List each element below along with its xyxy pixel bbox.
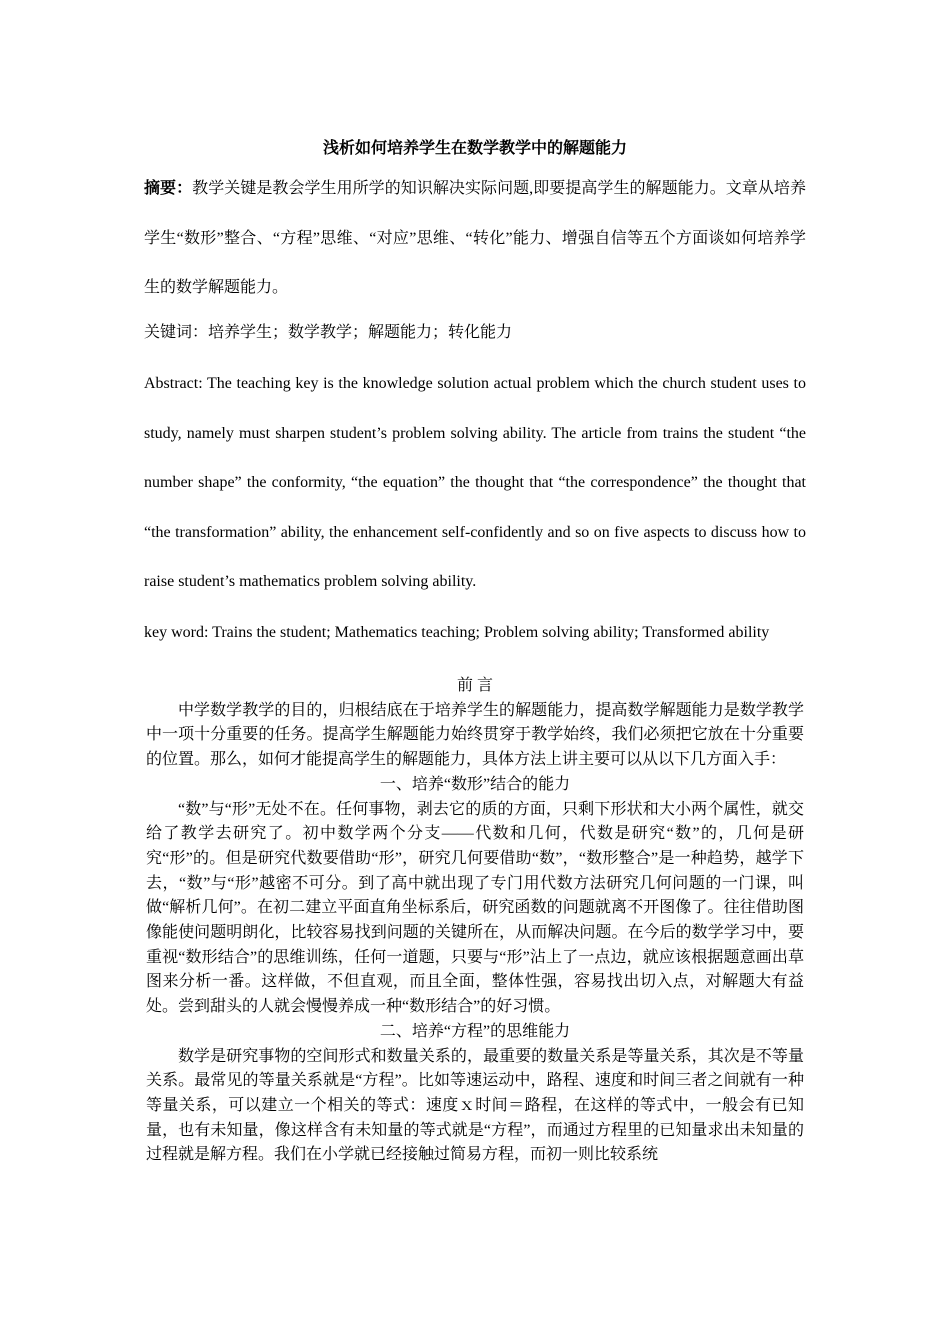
abstract-cn <box>144 164 806 313</box>
preface-paragraph: 中学数学教学的目的，归根结底在于培养学生的解题能力，提高数学解题能力是数学教学中一项十分重要的任务。提高学生解题能力始终贯穿于教学始终，我们必须把它放在十分重要的位置。那么，如何才能提高学生的解题能力，具体方法上讲主要可以从以下几方面入手： <box>146 701 804 769</box>
section1-paragraph: “数”与“形”无处不在。任何事物，剥去它的质的方面，只剩下形状和大小两个属性，就交给了教学去研究了。初中数学两个分支——代数和几何，代数是研究“数”的，几何是研究“形”的。但是研究代数要借助“形”，研究几何要借助“数”，“数形整合”是一种趋势，越学下去，“数”与“形”越密不可分。到了高中就出现了专门用代数方法研究几何问题的一门课，叫做“解析几何”。在初二建立平面直角坐标系后，研究函数的问题就离不开图像了。往往借助图像能使问题明朗化，比较容易找到问题的关键所在，从而解决问题。在今后的数学学习中，要重视“数形结合”的思维训练，任何一道题，只要与“形”沾上了一点边，就应该根据题意画出草图来分析一番。这样做，不但直观，而且全面，整体性强，容易找出切入点，对解题大有益处。尝到甜头的人就会慢慢养成一种“数形结合”的好习惯。 <box>146 800 804 1016</box>
abstract-en: Abstract: The teaching key is the knowledge solution actual problem which the church student uses to study, namely must sharpen student’s problem solving ability. The article from trains the student “the number shape” the conformity, “the equation” the thought that “the correspondence” the thought that “the transformation” ability, the enhancement self-confidently and so on five aspects to discuss how to raise student’s mathematics problem solving ability. <box>144 375 806 590</box>
preface-heading: 前 言 <box>456 677 493 694</box>
document-title: 浅析如何培养学生在数学教学中的解题能力 <box>322 138 627 157</box>
section2-paragraph: 数学是研究事物的空间形式和数量关系的，最重要的数量关系是等量关系，其次是不等量关系。最常见的等量关系就是“方程”。比如等速运动中，路程、速度和时间三者之间就有一种等量关系，可以建立一个相关的等式：速度ｘ时间＝路程，在这样的等式中，一般会有已知量，也有未知量，像这样含有未知量的等式就是“方程”，而通过方程里的已知量求出未知量的过程就是解方程。我们在小学就已经接触过简易方程，而初一则比较系统 <box>146 1047 804 1164</box>
section1-heading: 一、培养“数形”结合的能力 <box>379 775 571 793</box>
keywords-cn: 关键词：培养学生；数学教学；解题能力；转化能力 <box>144 322 513 341</box>
section2-heading: 二、培养“方程”的思维能力 <box>379 1022 571 1040</box>
abstract-cn-label: 摘要： <box>144 180 193 197</box>
keywords-en: key word: Trains the student; Mathematics teaching; Problem solving ability; Transformed ability <box>144 624 770 641</box>
main-body <box>146 674 804 1168</box>
abstract-cn-text: 教学关键是教会学生用所学的知识解决实际问题,即要提高学生的解题能力。文章从培养学生“数形”整合、“方程”思维、“对应”思维、“转化”能力、增强自信等五个方面谈如何培养学生的数学解题能力。 <box>144 180 806 296</box>
